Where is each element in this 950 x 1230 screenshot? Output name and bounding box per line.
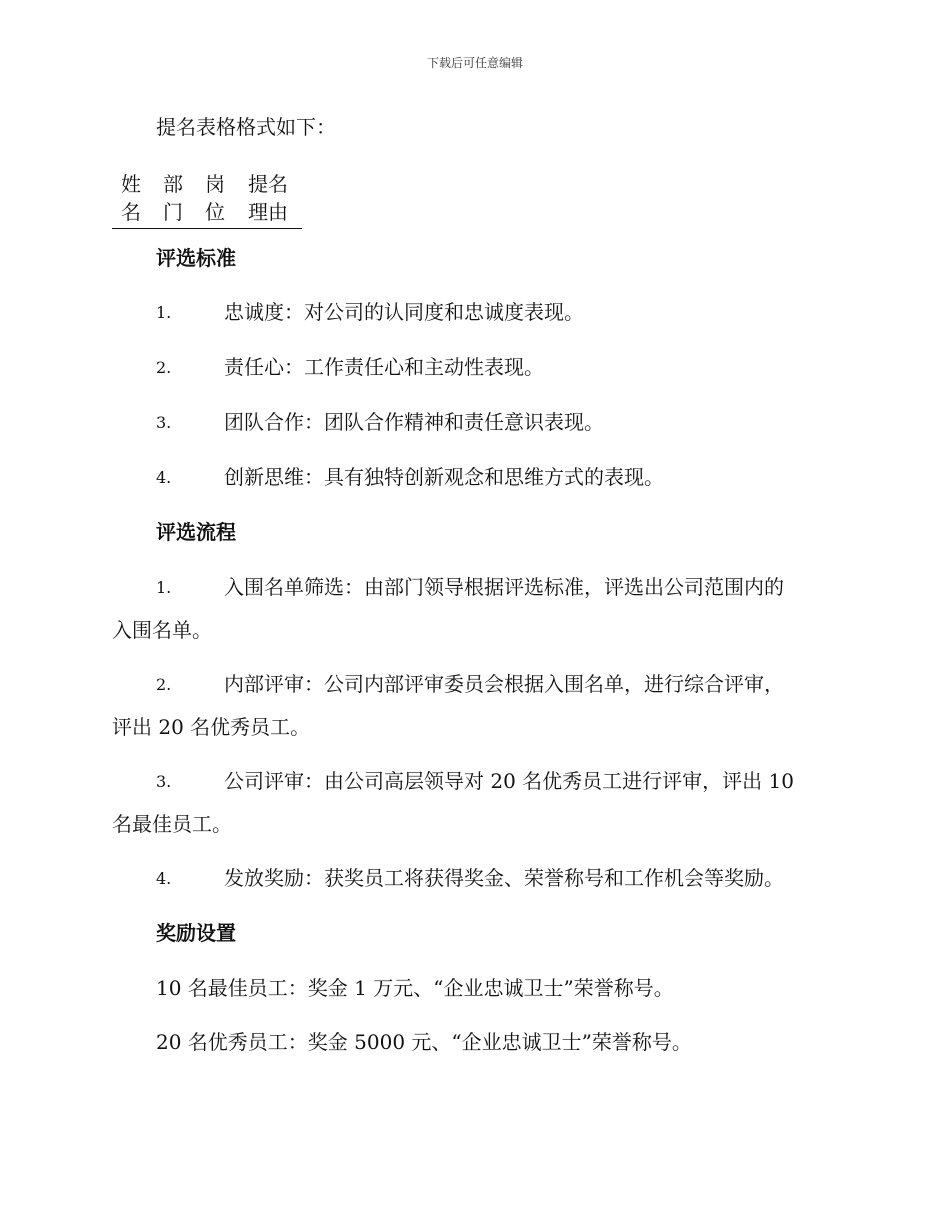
criteria-heading: 评选标准 (156, 246, 236, 270)
criteria-item-text: 创新思维：具有独特创新观念和思维方式的表现。 (224, 465, 664, 489)
process-item-number: 3. (156, 772, 172, 791)
process-item-text: 公司评审：由公司高层领导对 20 名优秀员工进行评审，评出 10 (224, 769, 794, 793)
process-item-continuation: 名最佳员工。 (112, 812, 232, 836)
table-header-position: 岗 位 (205, 172, 225, 224)
process-item-continuation: 评出 20 名优秀员工。 (112, 715, 311, 739)
process-item-text: 内部评审：公司内部评审委员会根据入围名单，进行综合评审， (224, 672, 784, 696)
criteria-item-text: 忠诚度：对公司的认同度和忠诚度表现。 (224, 300, 584, 324)
criteria-item-text: 团队合作：团队合作精神和责任意识表现。 (224, 410, 604, 434)
intro-text: 提名表格格式如下： (156, 115, 336, 139)
criteria-item-number: 3. (156, 413, 172, 432)
criteria-item-number: 4. (156, 468, 172, 487)
awards-heading: 奖励设置 (156, 921, 236, 945)
process-item-number: 1. (156, 578, 172, 597)
process-item-number: 2. (156, 675, 172, 694)
criteria-item-text: 责任心：工作责任心和主动性表现。 (224, 355, 544, 379)
award-line: 20 名优秀员工：奖金 5000 元、“企业忠诚卫士”荣誉称号。 (156, 1030, 692, 1054)
criteria-item-number: 1. (156, 303, 172, 322)
process-item-text: 发放奖励：获奖员工将获得奖金、荣誉称号和工作机会等奖励。 (224, 866, 784, 890)
table-header-department: 部 门 (163, 172, 183, 224)
nomination-table (112, 170, 302, 229)
process-heading: 评选流程 (156, 520, 236, 544)
process-item-text: 入围名单筛选：由部门领导根据评选标准，评选出公司范围内的 (224, 575, 784, 599)
table-header-reason: 提名 理由 (248, 172, 288, 224)
table-header-name: 姓 名 (121, 172, 141, 224)
process-item-number: 4. (156, 869, 172, 888)
award-line: 10 名最佳员工：奖金 1 万元、“企业忠诚卫士”荣誉称号。 (156, 976, 674, 1000)
page-header: 下载后可任意编辑 (426, 56, 523, 70)
criteria-item-number: 2. (156, 358, 172, 377)
process-item-continuation: 入围名单。 (112, 618, 212, 642)
